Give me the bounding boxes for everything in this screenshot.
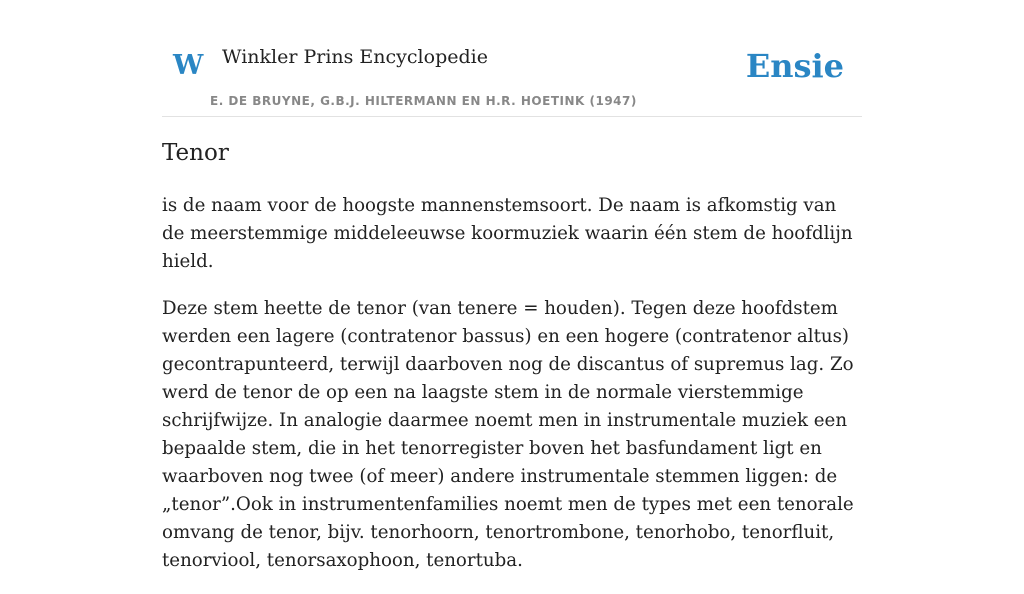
article-title: Tenor (162, 140, 229, 166)
article-body (162, 192, 862, 594)
ensie-logo-link[interactable]: Ensie (745, 47, 844, 85)
article-paragraph: Deze stem heette de tenor (van tenere = houden). Tegen deze hoofdstem werden een lagere (contratenor bassus) en een hogere (contratenor altus) gecontrapunteerd, terwijl daarboven nog de discantus of supremus lag. Zo werd de tenor de op een na laagste stem in de normale vierstemmige schrijfwijze. In analogie daarmee noemt men in instrumentale muziek een bepaalde stem, die in het tenorregister boven het basfundament ligt en waarboven nog twee (of meer) andere instrumentale stemmen liggen: de „tenor”.Ook in instrumentenfamilies noemt men de types met een tenorale omvang de tenor, bijv. tenorhoorn, tenortrombone, tenorhobo, tenorfluit, tenorviool, tenorsaxophoon, tenortuba. (162, 298, 854, 571)
source-header (162, 0, 862, 117)
source-authors: E. DE BRUYNE, G.B.J. HILTERMANN EN H.R. HOETINK (1947) (210, 94, 637, 108)
winkler-prins-logo[interactable]: W (173, 50, 204, 81)
page-container (162, 0, 862, 571)
article-paragraph: is de naam voor de hoogste mannenstemsoort. De naam is afkomstig van de meerstemmige middeleeuwse koormuziek waarin één stem de hoofdlijn hield. (162, 195, 853, 272)
source-title[interactable]: Winkler Prins Encyclopedie (222, 46, 488, 68)
